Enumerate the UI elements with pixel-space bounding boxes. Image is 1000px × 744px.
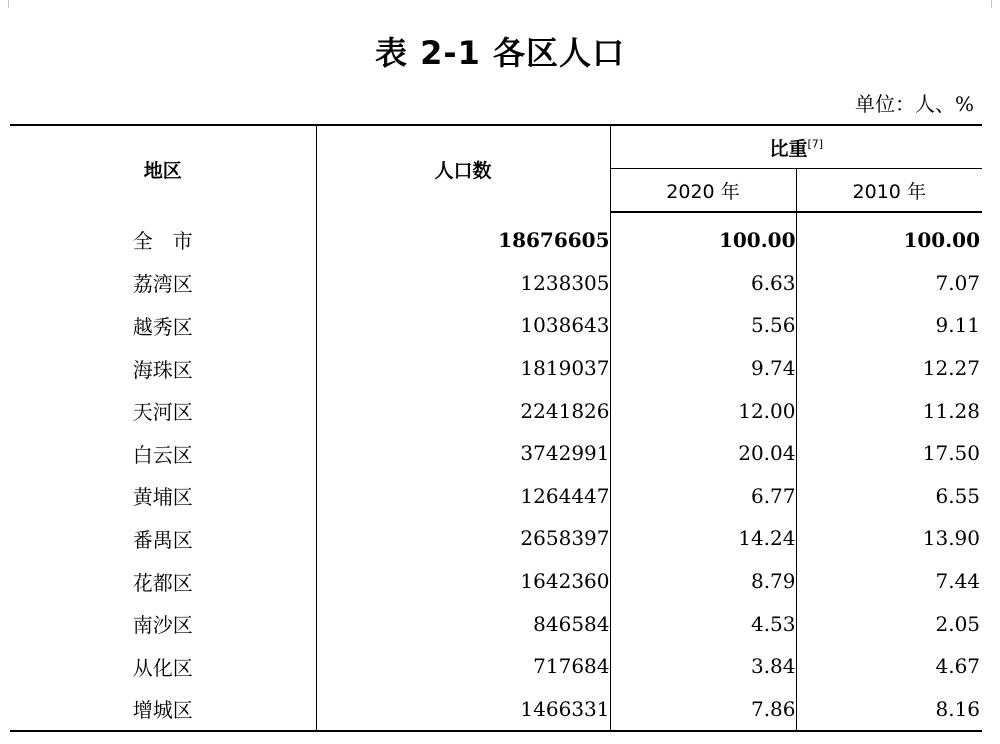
population-cell: 1238305 — [316, 262, 610, 305]
region-cell: 南沙区 — [10, 602, 316, 645]
table-row — [10, 602, 982, 645]
share-2010-cell: 8.16 — [796, 688, 982, 732]
share-2020-cell: 4.53 — [610, 602, 796, 645]
population-cell: 1038643 — [316, 304, 610, 347]
share-2010-cell: 100.00 — [903, 228, 981, 253]
table-row — [10, 475, 982, 518]
region-cell: 全市 — [10, 212, 316, 262]
table-row — [10, 645, 982, 688]
share-2010-cell: 17.50 — [922, 441, 981, 466]
share-2010-cell: 9.11 — [935, 313, 981, 338]
share-2010-cell: 12.27 — [922, 356, 981, 381]
table-title: 表 2-1 各区人口 — [374, 34, 626, 72]
share-2010-cell: 4.67 — [935, 654, 981, 679]
share-2020-cell: 6.77 — [610, 475, 796, 518]
region-cell: 天河区 — [10, 389, 316, 432]
table-row — [10, 389, 982, 432]
table-row-total — [10, 212, 982, 262]
population-cell: 1642360 — [316, 560, 610, 603]
share-2020-cell: 9.74 — [610, 347, 796, 390]
share-2020-cell: 7.86 — [610, 688, 796, 732]
header-year-2020: 2020 年 — [610, 169, 796, 213]
population-table — [10, 124, 982, 732]
share-2020-cell: 8.79 — [610, 560, 796, 603]
region-cell: 白云区 — [10, 432, 316, 475]
table-row — [10, 262, 982, 305]
header-share — [610, 125, 982, 169]
share-2010-cell: 11.28 — [922, 398, 981, 423]
share-2020-cell: 5.56 — [610, 304, 796, 347]
header-year-2010: 2010 年 — [796, 169, 982, 213]
table-row — [10, 432, 982, 475]
table-header — [10, 125, 982, 212]
table-row — [10, 560, 982, 603]
header-share-label: 比重 — [769, 137, 808, 160]
table-body — [10, 212, 982, 731]
share-2010-cell: 13.90 — [922, 526, 981, 551]
population-cell: 846584 — [316, 602, 610, 645]
region-cell: 花都区 — [10, 560, 316, 603]
share-2020-cell: 12.00 — [610, 389, 796, 432]
region-cell: 黄埔区 — [10, 475, 316, 518]
region-cell: 从化区 — [10, 645, 316, 688]
share-2020-cell: 6.63 — [610, 262, 796, 305]
population-cell: 1466331 — [316, 688, 610, 732]
population-cell: 2658397 — [316, 517, 610, 560]
table-row — [10, 688, 982, 732]
region-cell: 荔湾区 — [10, 262, 316, 305]
header-share-footnote: [7] — [807, 137, 824, 151]
table-row — [10, 304, 982, 347]
unit-note: 单位：人、% — [854, 92, 974, 116]
population-cell: 2241826 — [316, 389, 610, 432]
share-2010-cell: 2.05 — [935, 611, 981, 636]
share-2020-cell: 14.24 — [610, 517, 796, 560]
table-row — [10, 347, 982, 390]
page-corner-mark-left — [8, 0, 17, 8]
population-cell: 1819037 — [316, 347, 610, 390]
region-cell: 越秀区 — [10, 304, 316, 347]
header-population: 人口数 — [316, 125, 610, 212]
table-row — [10, 517, 982, 560]
share-2020-cell: 20.04 — [610, 432, 796, 475]
share-2020-cell: 3.84 — [610, 645, 796, 688]
share-2020-cell: 100.00 — [610, 212, 796, 262]
header-region: 地区 — [10, 125, 316, 212]
page-corner-mark-right — [983, 0, 992, 8]
share-2010-cell: 6.55 — [935, 483, 981, 508]
share-2010-cell: 7.07 — [935, 270, 981, 295]
region-cell: 增城区 — [10, 688, 316, 732]
region-cell: 番禺区 — [10, 517, 316, 560]
region-cell: 海珠区 — [10, 347, 316, 390]
population-cell: 3742991 — [316, 432, 610, 475]
population-cell: 18676605 — [316, 212, 610, 262]
population-cell: 717684 — [316, 645, 610, 688]
share-2010-cell: 7.44 — [935, 569, 981, 594]
population-cell: 1264447 — [316, 475, 610, 518]
